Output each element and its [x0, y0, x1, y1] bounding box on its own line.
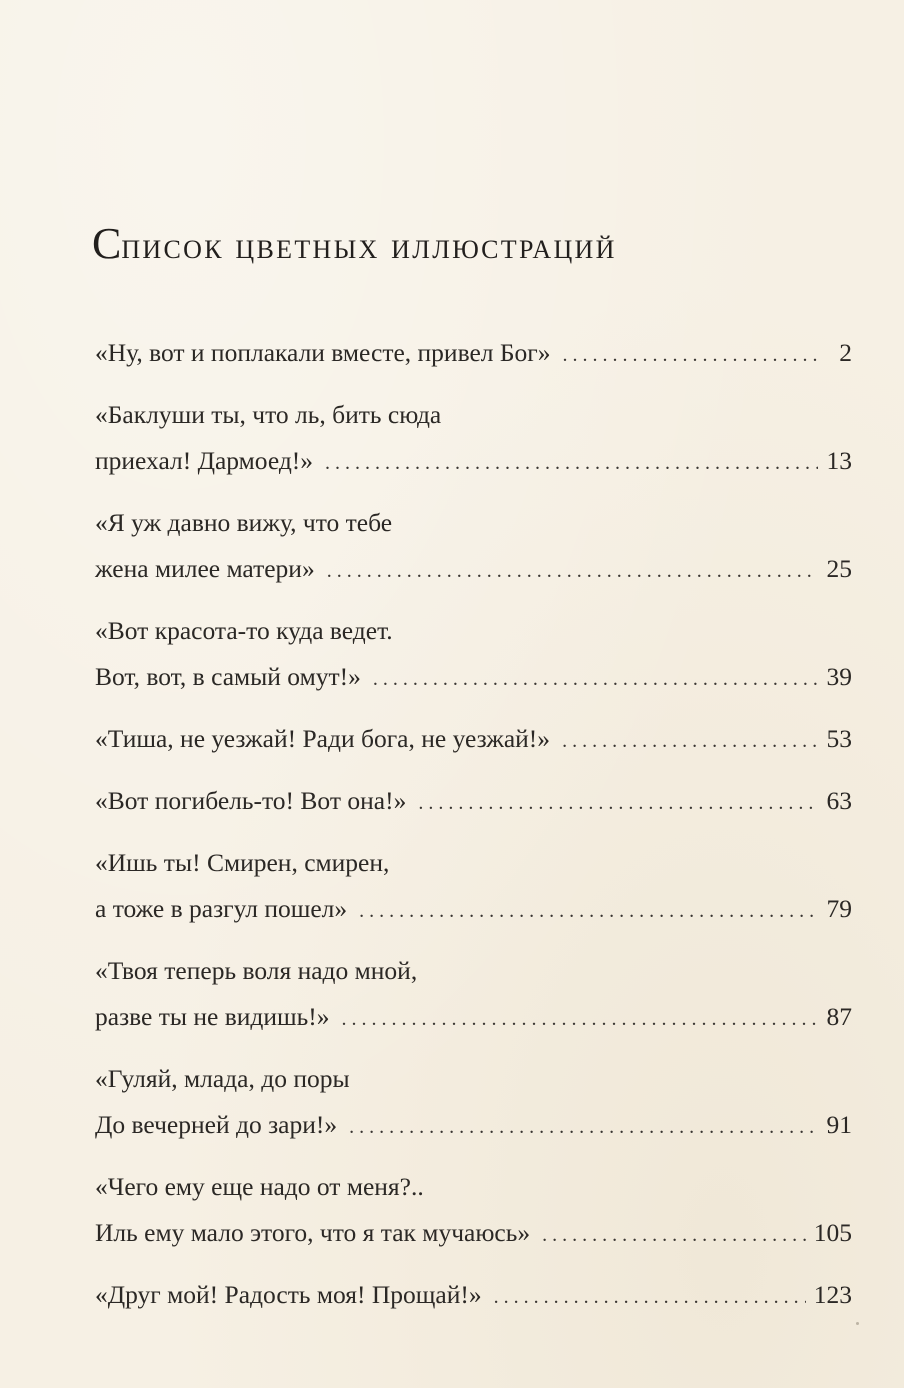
entry-caption: «Ну, вот и поплакали вместе, привел Бог»	[95, 338, 551, 367]
entry-caption-line-2: разве ты не видишь!»	[95, 1002, 330, 1031]
list-item	[95, 608, 852, 702]
entry-caption-line-1: «Гуляй, млада, до поры	[95, 1064, 350, 1093]
page-number: 105	[813, 1218, 852, 1247]
page-number: 13	[826, 446, 852, 475]
entry-caption-line-1: «Ишь ты! Смирен, смирен,	[95, 848, 390, 877]
illustrations-list	[95, 330, 852, 1320]
entry-caption-line-1: «Твоя теперь воля надо мной,	[95, 956, 418, 985]
entry-caption: «Тиша, не уезжай! Ради бога, не уезжай!»	[95, 724, 551, 753]
entry-caption-line-2: До вечерней до зари!»	[95, 1110, 338, 1139]
entry-caption-line-1: «Я уж давно вижу, что тебе	[95, 508, 393, 537]
page-number: 87	[826, 1002, 852, 1031]
page-number: 53	[826, 724, 852, 753]
dot-leader	[562, 718, 818, 764]
entry-caption: «Друг мой! Радость моя! Прощай!»	[95, 1280, 482, 1309]
entry-caption-line-2: жена милее матери»	[95, 554, 315, 583]
list-item	[95, 392, 852, 486]
entry-caption-line-2: а тоже в разгул пошел»	[95, 894, 348, 923]
page-number: 63	[826, 786, 852, 815]
dot-leader	[373, 656, 818, 702]
page-number: 2	[839, 338, 852, 367]
paper-speck	[856, 1322, 859, 1325]
list-item	[95, 840, 852, 934]
dot-leader	[327, 548, 818, 594]
page-number: 79	[826, 894, 852, 923]
page-number: 39	[826, 662, 852, 691]
dot-leader	[542, 1212, 806, 1258]
dot-leader	[494, 1274, 806, 1320]
page-number: 123	[813, 1280, 852, 1309]
entry-caption: «Вот погибель-то! Вот она!»	[95, 786, 407, 815]
title-initial: С	[92, 219, 122, 268]
page-title	[92, 218, 862, 273]
page-number: 25	[826, 554, 852, 583]
dot-leader	[342, 996, 818, 1042]
dot-leader	[325, 440, 818, 486]
dot-leader	[563, 332, 819, 378]
entry-caption-line-1: «Чего ему еще надо от меня?..	[95, 1172, 424, 1201]
list-item	[95, 500, 852, 594]
entry-caption-line-2: приехал! Дармоед!»	[95, 446, 314, 475]
list-item	[95, 1164, 852, 1258]
title-rest: писок цветных иллюстраций	[121, 226, 617, 267]
list-item	[95, 716, 852, 764]
list-item	[95, 1056, 852, 1150]
page-number: 91	[826, 1110, 852, 1139]
dot-leader	[349, 1104, 818, 1150]
entry-caption-line-1: «Вот красота-то куда ведет.	[95, 616, 393, 645]
dot-leader	[359, 888, 818, 934]
dot-leader	[418, 780, 818, 826]
list-item	[95, 1272, 852, 1320]
entry-caption-line-2: Вот, вот, в самый омут!»	[95, 662, 361, 691]
entry-caption-line-1: «Баклуши ты, что ль, бить сюда	[95, 400, 442, 429]
list-item	[95, 948, 852, 1042]
entry-caption-line-2: Иль ему мало этого, что я так мучаюсь»	[95, 1218, 531, 1247]
list-item	[95, 778, 852, 826]
list-item	[95, 330, 852, 378]
